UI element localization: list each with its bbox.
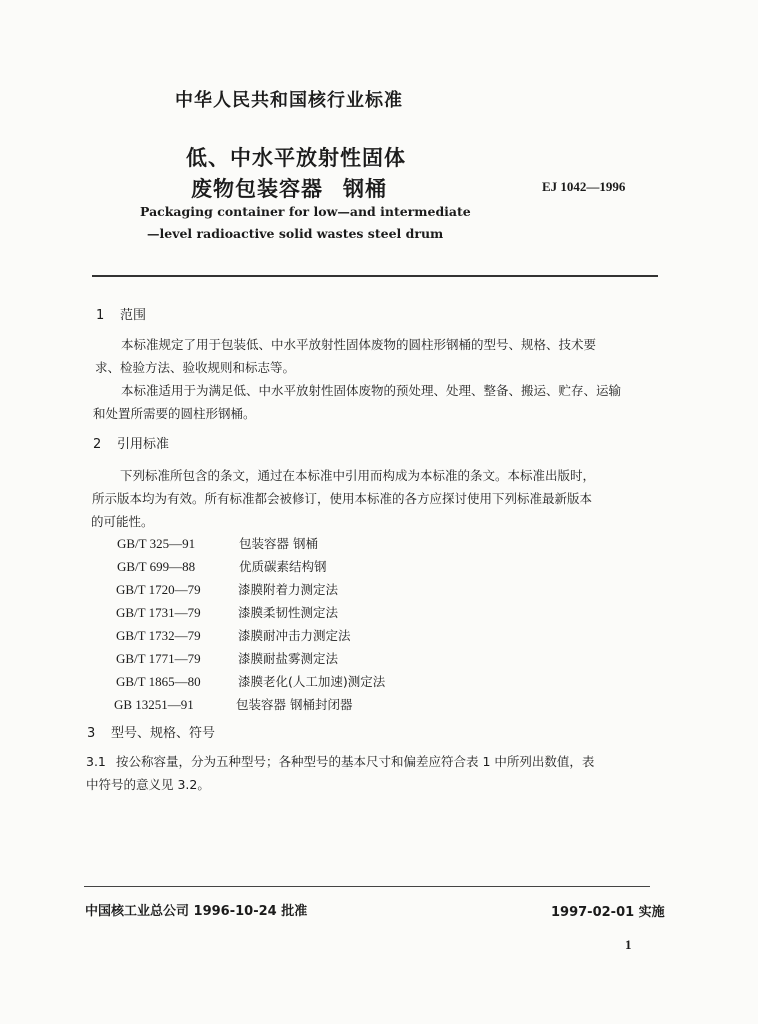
title-cn-line2-part2: 钢桶 — [343, 177, 387, 201]
reference-code: GB/T 1720—79 — [116, 582, 201, 597]
reference-code: GB/T 1732—79 — [116, 628, 201, 643]
section-1-p2-line2: 和处置所需要的圆柱形钢桶。 — [93, 406, 256, 421]
subsection-number: 3.1 — [86, 754, 106, 769]
approval-text: 中国核工业总公司 1996-10-24 批准 — [85, 904, 308, 919]
reference-item — [114, 695, 352, 713]
reference-code: GB/T 325—91 — [117, 536, 196, 551]
section-3-heading — [87, 722, 215, 741]
reference-name: 漆膜耐冲击力测定法 — [238, 628, 351, 643]
title-cn-line2-part1: 废物包装容器 — [191, 177, 323, 201]
page-number: 1 — [625, 937, 632, 952]
header-divider — [92, 275, 658, 277]
section-1-heading — [96, 304, 146, 323]
subsection-text: 按公称容量，分为五种型号；各种型号的基本尺寸和偏差应符合表 1 中所列出数值，表 — [116, 754, 595, 769]
section-2-p1-line3: 的可能性。 — [91, 514, 154, 529]
section-3-1-line2: 中符号的意义见 3.2。 — [86, 777, 210, 792]
reference-code: GB/T 699—88 — [117, 559, 196, 574]
section-2-title: 引用标准 — [117, 437, 170, 452]
section-2-number: 2 — [93, 437, 102, 452]
section-1-p1-line2: 求、检验方法、验收规则和标志等。 — [95, 360, 296, 375]
reference-item — [116, 649, 338, 667]
section-2-p1-line2: 所示版本均为有效。所有标准都会被修订，使用本标准的各方应探讨使用下列标准最新版本 — [92, 491, 593, 506]
title-en-line1: Packaging container for low—and intermediate — [140, 204, 471, 219]
reference-code: GB/T 1771—79 — [116, 651, 201, 666]
reference-name: 包装容器 钢桶封闭器 — [236, 697, 353, 712]
standard-title: 中华人民共和国核行业标准 — [175, 90, 403, 111]
section-3-title: 型号、规格、符号 — [111, 726, 216, 741]
section-2-heading — [93, 433, 169, 452]
implementation-date: 1997-02-01 实施 — [551, 905, 665, 920]
section-1-number: 1 — [96, 308, 105, 323]
title-cn-line1: 低、中水平放射性固体 — [186, 146, 406, 170]
reference-code: GB/T 1865—80 — [116, 674, 201, 689]
reference-item — [117, 557, 327, 575]
section-3-1-line1 — [86, 750, 594, 773]
title-cn-line2 — [191, 173, 387, 203]
reference-item — [116, 626, 351, 644]
standard-code: EJ 1042—1996 — [542, 179, 626, 194]
reference-item — [117, 534, 318, 552]
reference-code: GB/T 1731—79 — [116, 605, 201, 620]
reference-name: 漆膜老化(人工加速)测定法 — [238, 674, 386, 689]
title-en-line2: —level radioactive solid wastes steel drum — [147, 226, 444, 241]
reference-item — [116, 672, 385, 690]
section-1-p2-line1: 本标准适用于为满足低、中水平放射性固体废物的预处理、处理、整备、搬运、贮存、运输 — [121, 383, 622, 398]
section-1-title: 范围 — [120, 308, 147, 323]
section-1-p1-line1: 本标准规定了用于包装低、中水平放射性固体废物的圆柱形钢桶的型号、规格、技术要 — [121, 337, 597, 352]
reference-name: 漆膜耐盐雾测定法 — [238, 651, 339, 666]
reference-name: 包装容器 钢桶 — [239, 536, 318, 551]
reference-name: 优质碳素结构钢 — [239, 559, 327, 574]
reference-code: GB 13251—91 — [114, 697, 194, 712]
section-2-p1-line1: 下列标准所包含的条文，通过在本标准中引用而构成为本标准的条文。本标准出版时， — [120, 468, 596, 483]
reference-item — [116, 580, 338, 598]
section-3-number: 3 — [87, 726, 96, 741]
reference-name: 漆膜柔韧性测定法 — [238, 605, 339, 620]
reference-name: 漆膜附着力测定法 — [238, 582, 339, 597]
footer-divider — [84, 886, 650, 887]
reference-item — [116, 603, 338, 621]
